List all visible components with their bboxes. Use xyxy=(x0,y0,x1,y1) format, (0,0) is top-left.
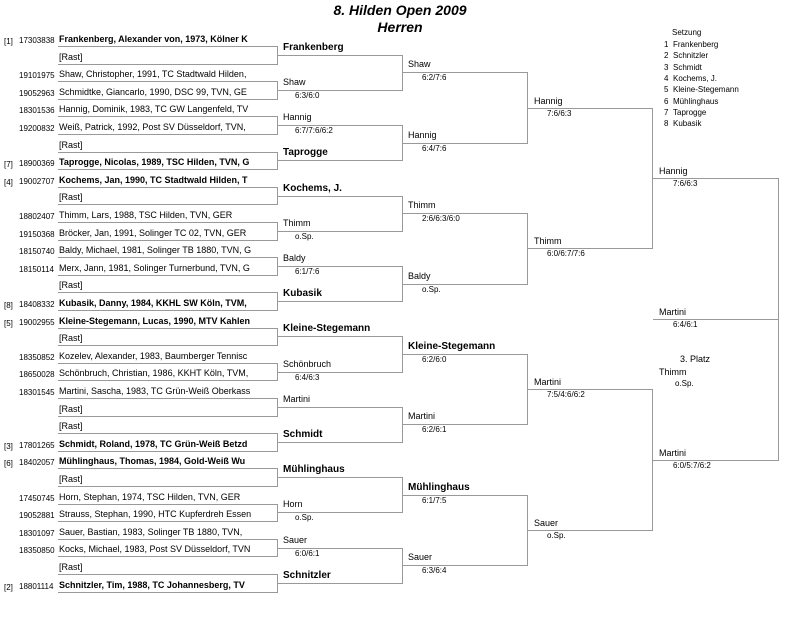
bracket-line xyxy=(778,178,779,460)
bracket-line xyxy=(403,424,528,425)
round3-score: o.Sp. xyxy=(547,531,566,540)
round1-player: Thimm xyxy=(283,217,311,228)
license-number: 18650028 xyxy=(19,370,55,380)
bracket-line xyxy=(58,433,278,434)
round1-player: Hannig xyxy=(283,112,312,123)
bracket-line xyxy=(58,275,278,276)
seeding-number: 6 xyxy=(664,96,669,106)
round1-player: Schmidt xyxy=(283,429,323,440)
third-place-name: Thimm xyxy=(659,367,687,377)
seed-number: [6] xyxy=(4,459,13,469)
seed-number: [8] xyxy=(4,301,13,310)
round2-player: Sauer xyxy=(408,552,433,563)
license-number: 19002707 xyxy=(19,176,55,186)
player-name: Schönbruch, Christian, 1986, KKHT Köln, TVM, xyxy=(59,369,249,379)
bracket-line xyxy=(403,565,528,566)
round1-score: 6:1/7:6 xyxy=(295,267,320,276)
seed-number: [2] xyxy=(4,582,13,592)
round2-score: 6:2/7:6 xyxy=(422,73,447,83)
finalist-name: Hannig xyxy=(659,166,688,176)
round1-player: Shaw xyxy=(283,77,306,87)
round1-score: 6:0/6:1 xyxy=(295,548,320,558)
license-number: 19052881 xyxy=(19,511,55,521)
player-name: [Rast] xyxy=(59,404,83,414)
bracket-line xyxy=(58,187,278,188)
license-number: 17303838 xyxy=(19,36,55,45)
seed-number: [3] xyxy=(4,441,13,451)
round1-player: Martini xyxy=(283,393,311,404)
license-number: 19101975 xyxy=(19,71,55,81)
seeding-name: Mühlinghaus xyxy=(673,96,719,106)
round2-score: 6:4/7:6 xyxy=(422,143,447,153)
license-number: 18301097 xyxy=(19,528,55,538)
seeding-number: 1 xyxy=(664,40,669,49)
round1-player: Kleine-Stegemann xyxy=(283,323,371,335)
bracket-line xyxy=(58,240,278,241)
player-name: [Rast] xyxy=(59,281,83,291)
license-number: 18301545 xyxy=(19,388,55,397)
bracket-line xyxy=(58,116,278,117)
license-number: 18900369 xyxy=(19,159,55,169)
round1-player: Frankenberg xyxy=(283,41,344,53)
player-name: Kochems, Jan, 1990, TC Stadtwald Hilden, T xyxy=(59,175,248,185)
bracket-line xyxy=(58,592,278,593)
seeding-name: Kleine-Stegemann xyxy=(673,85,739,95)
bracket-line xyxy=(278,55,403,56)
bracket-line xyxy=(278,196,403,197)
bracket-line xyxy=(278,583,403,584)
license-number: 18802407 xyxy=(19,212,55,221)
player-name: Kozelev, Alexander, 1983, Baumberger Tennisc xyxy=(59,351,248,361)
bracket-line xyxy=(278,301,403,302)
bracket-line xyxy=(58,310,278,311)
bracket-line xyxy=(278,231,403,232)
bracket-line xyxy=(58,81,278,82)
player-name: Kocks, Michael, 1983, Post SV Düsseldorf, TVN xyxy=(59,545,251,555)
round3-score: 7:6/6:3 xyxy=(547,108,572,118)
bracket-line xyxy=(58,328,278,329)
player-name: Frankenberg, Alexander von, 1973, Kölner K xyxy=(59,35,248,44)
bracket-line xyxy=(403,495,528,496)
round3-score: 6:0/6:7/7:6 xyxy=(547,249,585,259)
seeding-number: 2 xyxy=(664,51,669,61)
bracket-line xyxy=(58,169,278,170)
round3-score: 7:5/4:6/6:2 xyxy=(547,390,585,400)
player-name: Horn, Stephan, 1974, TSC Hilden, TVN, GER xyxy=(59,492,241,502)
round2-player: Martini xyxy=(408,411,436,422)
bracket-line xyxy=(58,486,278,487)
round2-player: Shaw xyxy=(408,59,431,70)
bracket-line xyxy=(278,160,403,161)
player-name: [Rast] xyxy=(59,334,83,344)
bracket-line xyxy=(278,90,403,91)
player-name: [Rast] xyxy=(59,52,83,62)
round2-score: o.Sp. xyxy=(422,284,441,294)
bracket-line xyxy=(58,152,278,153)
player-name: Thimm, Lars, 1988, TSC Hilden, TVN, GER xyxy=(59,211,233,220)
seeding-name: Schnitzler xyxy=(673,51,709,61)
round1-score: 6:7/7:6/6:2 xyxy=(295,126,333,136)
player-name: Merx, Jann, 1981, Solinger Turnerbund, TVN, G xyxy=(59,263,250,273)
round2-score: 2:6/6:3/6:0 xyxy=(422,214,460,224)
player-name: [Rast] xyxy=(59,563,83,572)
license-number: 18301536 xyxy=(19,106,55,116)
license-number: 19052963 xyxy=(19,88,55,98)
bracket-line xyxy=(58,345,278,346)
bracket-line xyxy=(278,407,403,408)
round2-score: 6:1/7:5 xyxy=(422,495,447,505)
bracket-line xyxy=(403,143,528,144)
player-name: [Rast] xyxy=(59,140,83,150)
license-number: 18402057 xyxy=(19,458,55,468)
seeding-name: Taprogge xyxy=(673,107,707,117)
player-name: [Rast] xyxy=(59,193,83,203)
round1-player: Schnitzler xyxy=(283,569,331,581)
round1-player: Horn xyxy=(283,499,303,510)
bracket-line xyxy=(278,125,403,126)
round1-player: Kubasik xyxy=(283,288,322,300)
seeding-number: 3 xyxy=(664,62,669,72)
player-name: Mühlinghaus, Thomas, 1984, Gold-Weiß Wu xyxy=(59,457,246,467)
bracket-line xyxy=(278,548,403,549)
bracket-line xyxy=(278,442,403,443)
bracket-line xyxy=(58,99,278,100)
seeding-number: 8 xyxy=(664,119,669,129)
bracket-line xyxy=(58,398,278,399)
player-name: Schnitzler, Tim, 1988, TC Johannesberg, TV xyxy=(59,580,245,590)
bracket-line xyxy=(58,416,278,417)
player-name: Baldy, Michael, 1981, Solinger TB 1880, TVN, G xyxy=(59,246,252,256)
seed-number: [7] xyxy=(4,160,13,170)
third-place-score: o.Sp. xyxy=(675,379,694,388)
seed-number: [4] xyxy=(4,177,13,187)
player-name: Martini, Sascha, 1983, TC Grün-Weiß Oberkass xyxy=(59,387,251,396)
bracket-line xyxy=(58,292,278,293)
bracket-line xyxy=(58,222,278,223)
round3-player: Sauer xyxy=(534,518,559,528)
third-place-label: 3. Platz xyxy=(680,354,711,364)
bracket-line xyxy=(528,248,653,249)
bracket-line xyxy=(653,319,779,320)
bracket-line xyxy=(58,539,278,540)
seeding-name: Frankenberg xyxy=(673,40,719,49)
player-name: [Rast] xyxy=(59,422,83,432)
player-name: Shaw, Christopher, 1991, TC Stadtwald Hilden, xyxy=(59,70,247,80)
bracket-line xyxy=(403,72,528,73)
bracket-line xyxy=(58,380,278,381)
bracket-line xyxy=(58,363,278,364)
bracket-line xyxy=(58,134,278,135)
player-name: Bröcker, Jan, 1991, Solinger TC 02, TVN, GER xyxy=(59,228,247,238)
round2-player: Baldy xyxy=(408,270,431,281)
round4-score: 6:4/6:1 xyxy=(673,319,698,329)
bracket-line xyxy=(278,372,403,373)
round1-player: Sauer xyxy=(283,534,308,545)
seeding-number: 4 xyxy=(664,73,669,83)
bracket-line xyxy=(528,389,653,390)
bracket-line xyxy=(403,354,528,355)
seed-number: [1] xyxy=(4,37,13,46)
bracket-line xyxy=(528,530,653,531)
bracket-line xyxy=(58,504,278,505)
player-name: Hannig, Dominik, 1983, TC GW Langenfeld, TV xyxy=(59,105,249,115)
bracket-line xyxy=(278,477,403,478)
player-name: Schmidtke, Giancarlo, 1990, DSC 99, TVN, GE xyxy=(59,87,247,97)
license-number: 18350850 xyxy=(19,546,55,556)
bracket-line xyxy=(653,178,779,179)
bracket-line xyxy=(403,284,528,285)
seed-number: [5] xyxy=(4,318,13,328)
round2-score: 6:2/6:0 xyxy=(422,355,447,364)
player-name: Strauss, Stephan, 1990, HTC Kupferdreh Essen xyxy=(59,510,252,520)
round2-score: 6:2/6:1 xyxy=(422,425,447,435)
bracket-line xyxy=(58,574,278,575)
round2-player: Kleine-Stegemann xyxy=(408,341,496,352)
seeding-number: 5 xyxy=(664,85,669,95)
license-number: 19150368 xyxy=(19,229,55,239)
bracket-line xyxy=(58,451,278,452)
round1-player: Taprogge xyxy=(283,147,328,159)
round1-score: o.Sp. xyxy=(295,513,314,523)
champion-name: Martini xyxy=(659,306,687,317)
bracket-line xyxy=(58,204,278,205)
bracket-line xyxy=(58,556,278,557)
seeding-number: 7 xyxy=(664,107,669,117)
page-title: 8. Hilden Open 2009 xyxy=(333,2,467,18)
player-name: Taprogge, Nicolas, 1989, TSC Hilden, TVN, G xyxy=(59,158,250,168)
round2-player: Mühlinghaus xyxy=(408,481,470,493)
bracket-line xyxy=(278,266,403,267)
license-number: 18350852 xyxy=(19,352,55,362)
page-subtitle: Herren xyxy=(377,19,423,35)
round1-score: 6:4/6:3 xyxy=(295,372,320,382)
bracket-line xyxy=(58,46,278,47)
license-number: 17450745 xyxy=(19,493,55,503)
license-number: 19200832 xyxy=(19,124,55,133)
round1-score: 6:3/6:0 xyxy=(295,91,320,100)
seeding-name: Schmidt xyxy=(673,62,702,72)
round2-score: 6:3/6:4 xyxy=(422,566,447,576)
player-name: Weiß, Patrick, 1992, Post SV Düsseldorf, TVN, xyxy=(59,123,246,132)
player-name: Schmidt, Roland, 1978, TC Grün-Weiß Betzd xyxy=(59,439,248,449)
player-name: Sauer, Bastian, 1983, Solinger TB 1880, TVN, xyxy=(59,527,243,537)
bracket-line xyxy=(528,108,653,109)
round4-score: 7:6/6:3 xyxy=(673,179,698,188)
player-name: [Rast] xyxy=(59,475,83,484)
seeding-name: Kochems, J. xyxy=(673,73,718,83)
bracket-line xyxy=(58,521,278,522)
license-number: 19002955 xyxy=(19,317,55,327)
round1-player: Schönbruch xyxy=(283,358,332,369)
license-number: 18801114 xyxy=(19,581,54,591)
round3-player: Hannig xyxy=(534,95,563,106)
round4-score: 6:0/5:7/6:2 xyxy=(673,460,711,470)
seeding-title: Setzung xyxy=(672,28,702,37)
license-number: 17801265 xyxy=(19,440,55,450)
bracket-line xyxy=(403,213,528,214)
round1-player: Baldy xyxy=(283,253,306,263)
round1-player: Mühlinghaus xyxy=(283,464,345,476)
round1-score: o.Sp. xyxy=(295,231,314,241)
player-name: Kleine-Stegemann, Lucas, 1990, MTV Kahlen xyxy=(59,316,251,326)
license-number: 18150114 xyxy=(19,264,54,274)
player-name: Kubasik, Danny, 1984, KKHL SW Köln, TVM, xyxy=(59,299,247,308)
round3-player: Thimm xyxy=(534,236,562,247)
bracket-line xyxy=(278,336,403,337)
bracket-line xyxy=(653,460,779,461)
round2-player: Thimm xyxy=(408,200,436,211)
bracket-line xyxy=(58,468,278,469)
license-number: 18150740 xyxy=(19,247,55,257)
round3-player: Martini xyxy=(534,377,562,388)
round2-player: Hannig xyxy=(408,129,437,140)
bracket-line xyxy=(278,512,403,513)
license-number: 18408332 xyxy=(19,300,55,309)
finalist-name: Martini xyxy=(659,447,687,458)
bracket-line xyxy=(58,64,278,65)
seeding-name: Kubasik xyxy=(673,119,702,129)
bracket-line xyxy=(58,257,278,258)
round1-player: Kochems, J. xyxy=(283,182,342,194)
